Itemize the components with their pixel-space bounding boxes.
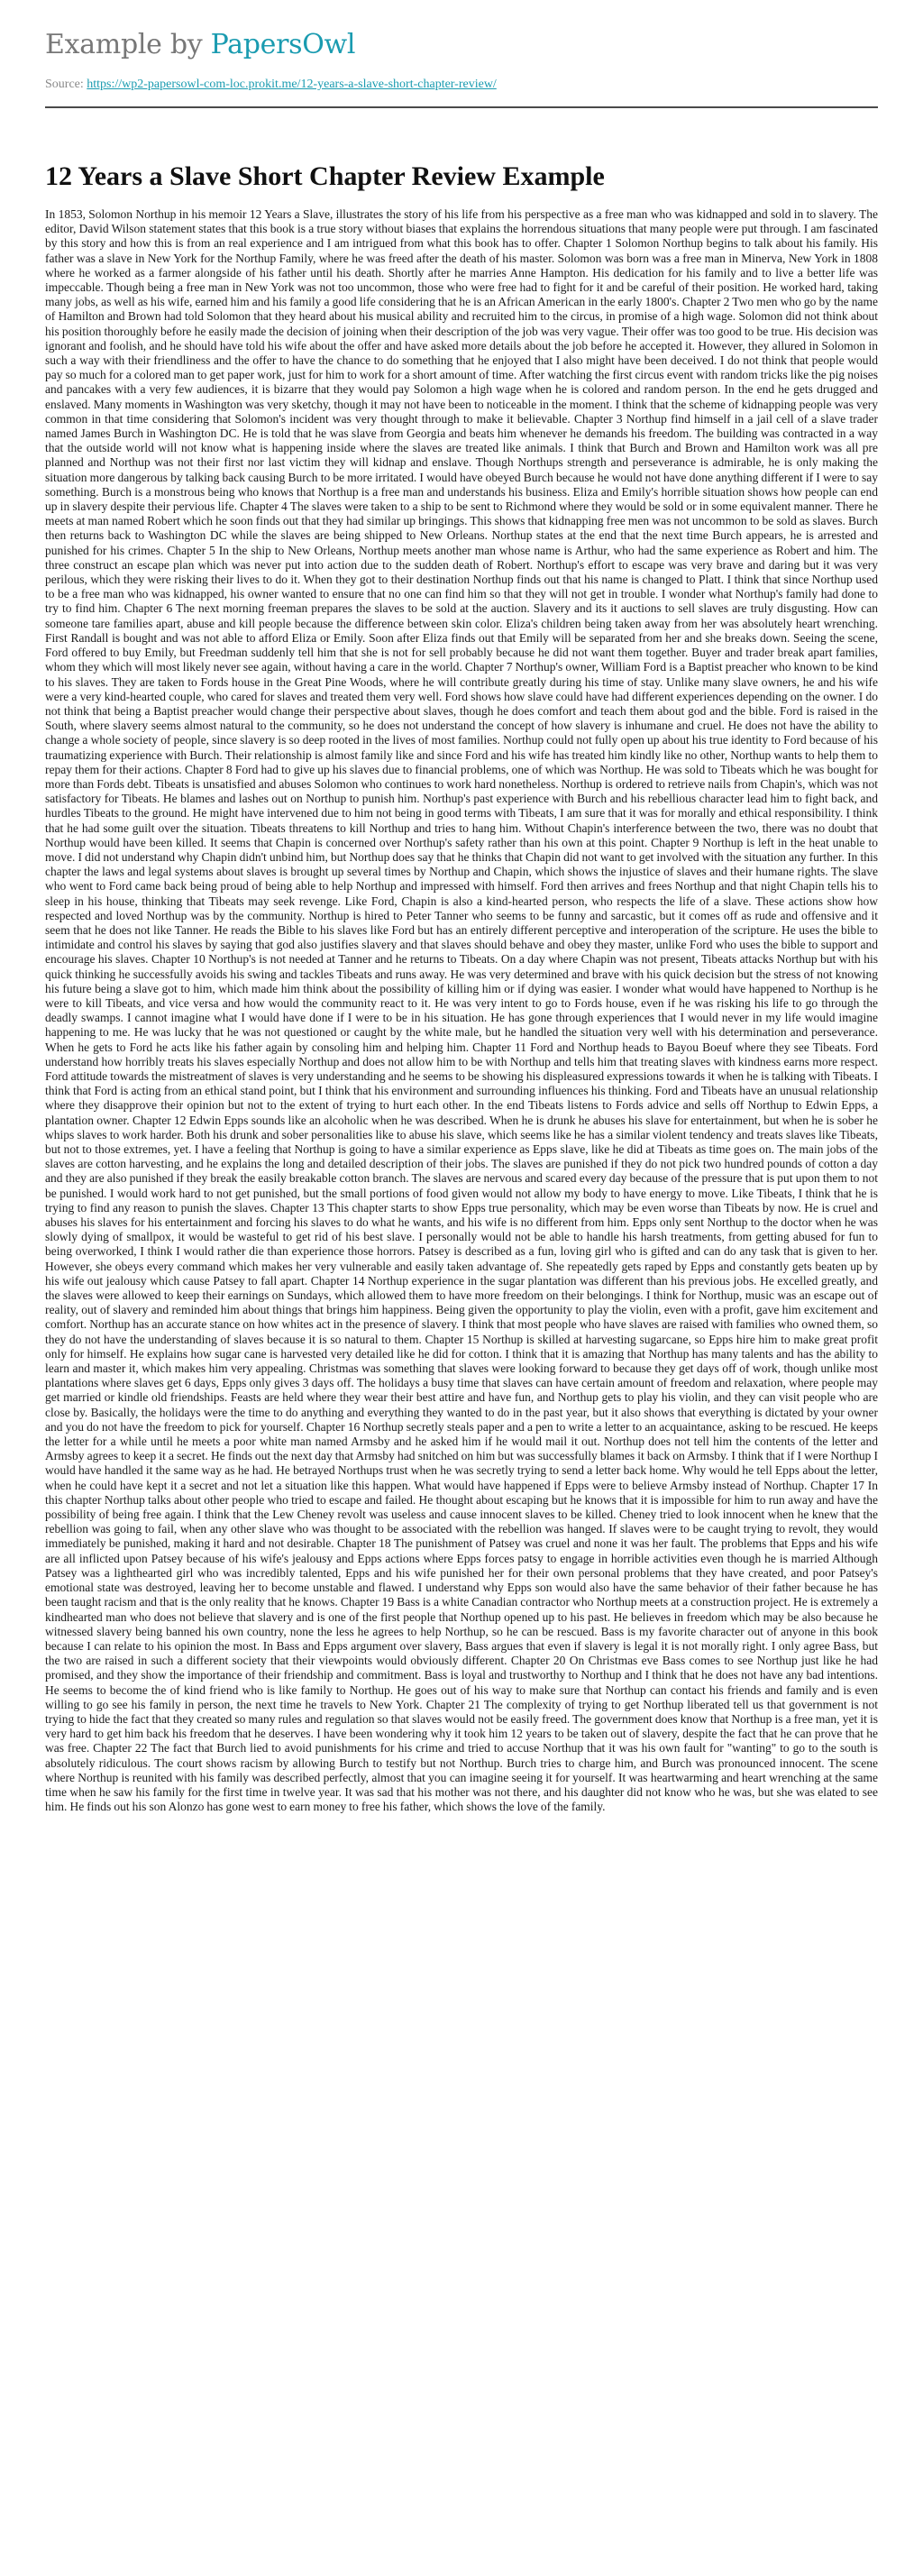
essay-title: 12 Years a Slave Short Chapter Review Example — [45, 161, 605, 191]
source-link[interactable]: https://wp2-papersowl-com-loc.prokit.me/12-years-a-slave-short-chapter-review/ — [87, 78, 497, 91]
brand-heading — [45, 29, 355, 60]
essay-body: In 1853, Solomon Northup in his memoir 12 Years a Slave, illustrates the story of his life from his perspective as a free man who was kidnapped and sold in to slavery. The editor, David Wilson statement states that this book is a true story without biases that explains the horrendous situations that many people were put through. I am fascinated by this story and how this is from an real experience and I am intrigued from what this book has to offer. Chapter 1 Solomon Northup begins to talk about his family. His father was a slave in New York for the Northup Family, where he was freed after the death of his master. Solomon was born was a free man in Minerva, New York in 1808 where he worked as a farmer alongside of his father until his death. Shortly after he marries Anne Hampton. His dedication for his family and to live a better life was impeccable. Though being a free man in New York was not too uncommon, those who were free had to fight for it and be careful of their position. He worked hard, taking many jobs, as well as his wife, earned him and his family a good life considering that he is an African American in the early 1800's. Chapter 2 Two men who go by the name of Hamilton and Brown had told Solomon that they heard about his musical ability and recruited him to the circus, in promise of a high wage. Solomon did not think about his position thoroughly before he easily made the decision of joining when their description of the job was very vague. Their offer was too good to be true. His decision was ignorant and foolish, and he should have told his wife about the offer and have asked more details about the job before he accepted it. However, they allured in Solomon in such a way with their friendliness and the offer to have the chance to do something that he enjoyed that I also might have been deceived. I do not think that people would pay so much for a colored man to get paper work, just for him to work for a short amount of time. After watching the first circus event with random tricks like the pig noises and pancakes with a very few audiences, it is bizarre that they would pay Solomon a high wage when he is colored and random person. In the end he gets drugged and enslaved. Many moments in Washington was very sketchy, though it may not have been to noticeable in the moment. I think that the scheme of kidnapping people was very common in that time considering that Solomon's incident was very thought through to make it believable. Chapter 3 Northup find himself in a jail cell of a slave trader named James Burch in Washington DC. He is told that he was slave from Georgia and beats him whenever he demands his freedom. The building was contracted in a way that the outside world will not know what is happening inside where the slaves are treated like animals. I think that Burch and Brown and Hamilton work was all pre planned and Northup was not their first nor last victim they will kidnap and enslave. Though Northups strength and perseverance is admirable, he is only making the situation more dangerous by talking back causing Burch to be more irritated. I would have obeyed Burch because he would not have done anything different if I were to say something. Burch is a monstrous being who knows that Northup is a free man and understands his business. Eliza and Emily's horrible situation shows how people can end up in slavery despite their pervious life. Chapter 4 The slaves were taken to a ship to be sent to Richmond where they would be sold or in some equivalent manner. There he meets at man named Robert which he soon finds out that they had similar up bringings. This shows that kidnapping free men was not uncommon to be sold as slaves. Burch then returns back to Washington DC while the slaves are being shipped to New Orleans. Northup states at the end that the next time Burch appears, he is arrested and punished for his crimes. Chapter 5 In the ship to New Orleans, Northup meets another man whose name is Arthur, who had the same experience as Robert and him. The three construct an escape plan which was never put into action due to the sudden death of Robert. Northup's effort to escape was very brave and daring but it was very perilous, which they were risking their lives to do it. When they got to their destination Northup finds out that his name is changed to Platt. I think that since Northup used to be a free man who was kidnapped, his owner wanted to ensure that no one can find him so that they will not get in trouble. I wonder what Northup's family had done to try to find him. Chapter 6 The next morning freeman prepares the slaves to be sold at the auction. Slavery and its it auctions to sell slaves are truly disgusting. How can someone tare families apart, abuse and kill people because the difference between skin color. Eliza's children being taken away from her was absolutely heart wrenching. First Randall is bought and was not able to afford Eliza or Emily. Soon after Eliza finds out that Emily will be separated from her and she breaks down. Seeing the scene, Ford offered to buy Emily, but Freedman suddenly tell him that she is not for sell probably because he did not want them together. Buyer and trader break apart families, whom they which will most likely never see again, without having a care in the world. Chapter 7 Northup's owner, William Ford is a Baptist preacher who known to be kind to his slaves. They are taken to Fords house in the Great Pine Woods, where he will contribute greatly during his time of stay. Unlike many slave owners, he and his wife were a very kind-hearted couple, who cared for slaves and treated them very well. Ford shows how slave could have had different experiences depending on the owner. I do not think that being a Baptist preacher would change their perspective about slaves, though he does comfort and teach them about god and the bible. Ford is raised in the South, where slavery seems almost natural to the community, so he does not understand the concept of how slavery is inhumane and cruel. He does not have the ability to change a whole society of people, since slavery is so deep rooted in the lives of most families. Northup could not fully open up about his true identity to Ford because of his traumatizing experience with Burch. Their relationship is almost family like and since Ford and his wife has treated him kindly like no other, Northup wants to help them to repay them for their actions. Chapter 8 Ford had to give up his slaves due to financial problems, one of which was Northup. He was sold to Tibeats which he was bought for more than Fords debt. Tibeats is unsatisfied and abuses Solomon who continues to work hard nonetheless. Northup is ordered to retrieve nails from Chapin's, which was not satisfactory for Tibeats. He blames and lashes out on Northup to punish him. Northup's past experience with Burch and his rebellious character lead him to fight back, and hurdles Tibeats to the ground. He might have intervened due to him not being in good terms with Tibeats, I am sure that it was for morally and ethical responsibility. I think that he had some guilt over the situation. Tibeats threatens to kill Northup and tries to hang him. Without Chapin's interference between the two, there was no doubt that Northup would have been killed. It seems that Chapin is concerned over Northup's safety rather than his own at this point. Chapter 9 Northup is left in the heat unable to move. I did not understand why Chapin didn't unbind him, but Northup does say that he thinks that Chapin did not want to get involved with the situation any further. In this chapter the laws and legal systems about slaves is brought up several times by Northup and Chapin, which shows the injustice of slaves and their humane rights. The slave who went to Ford came back being proud of being able to help Northup and impressed with himself. Ford then arrives and frees Northup and that night Chapin tells his to sleep in his house, thinking that Tibeats may seek revenge. Like Ford, Chapin is also a kind-hearted person, who respects the life of a slave. These actions show how respected and loved Northup was by the community. Northup is hired to Peter Tanner who seems to be funny and sarcastic, but it comes off as rude and offensive and it seem that he does not like Tanner. He reads the Bible to his slaves like Ford but has an entirely different perceptive and interoperation of the scripture. He uses the bible to intimidate and control his slaves by saying that god also justifies slavery and that slaves should behave and obey they master, unlike Ford who uses the bible to support and encourage his slaves. Chapter 10 Northup's is not needed at Tanner and he returns to Tibeats. On a day where Chapin was not present, Tibeats attacks Northup but with his quick thinking he successfully avoids his swing and tackles Tibeats and runs away. He was very determined and brave with his quick decision but the stress of not knowing his future being a slave got to him, which made him think about the possibility of killing him or if dying was easier. I wonder what would have happened to Northup is he were to kill Tibeats, and vice versa and how would the community react to it. He was very intent to go to Fords house, even if he was risking his life to go through the deadly swamps. I cannot imagine what I would have done if I were to be in his situation. He has gone through experiences that I would never in my life would imagine happening to me. He was lucky that he was not questioned or caught by the white male, but he handled the situation very well with his determination and perseverance. When he gets to Ford he acts like his father again by consoling him and helping him. Chapter 11 Ford and Northup heads to Bayou Boeuf where they see Tibeats. Ford understand how horribly treats his slaves especially Northup and does not allow him to be with Northup and tells him that treating slaves with kindness earns more respect. Ford attitude towards the mistreatment of slaves is very understanding and he seems to be showing his displeasured expressions towards it when he is talking with Tibeats. I think that Ford is acting from an ethical stand point, but I think that his environment and surrounding influences his thinking. Ford and Tibeats have an unusual relationship where they disapprove their opinion but not to the extent of trying to hurt each other. In the end Tibeats listens to Fords advice and sells off Northup to Edwin Epps, a plantation owner. Chapter 12 Edwin Epps sounds like an alcoholic when he was described. When he is drunk he abuses his slave for entertainment, but when he is sober he whips slaves to work harder. Both his drunk and sober personalities like to abuse his slave, which seems like he has a similar violent tendency and treats slaves like Tibeats, but not to those extremes, yet. I have a feeling that Northup is going to have a similar experience as Epps slave, like he did at Tibeats as time goes on. The main jobs of the slaves are cotton harvesting, and he explains the long and detailed description of their jobs. The slaves are punished if they do not pick two hundred pounds of cotton a day and they are also punished if they break the easily breakable cotton branch. The slaves are nervous and scared every day because of the pressure that is put upon them to not be punished. I would work hard to not get punished, but the small portions of food given would not allow my body to have energy to move. Like Tibeats, I think that he is trying to find any reason to punish the slaves. Chapter 13 This chapter starts to show Epps true personality, which may be even worse than Tibeats by now. He is cruel and abuses his slaves for his entertainment and forcing his slaves to do what he wants, and his wife is no different from him. Epps only sent Northup to the doctor when he was slowly dying of smallpox, it would be wasteful to get rid of his best slave. I personally would not be able to handle his harsh treatments, from getting abused for fun to being overworked, I think I would rather die than experience those horrors. Patsey is described as a fun, loving girl who is gifted and can do any task that is given to her. However, she obeys every command which makes her very vulnerable and easily taken advantage of. She repeatedly gets raped by Epps and constantly gets beaten up by his wife out jealousy which cause Patsey to fall apart. Chapter 14 Northup experience in the sugar plantation was different than his previous jobs. He excelled greatly, and the slaves were allowed to keep their earnings on Sundays, which allowed them to have more freedom on their belongings. I think for Northup, music was an escape out of reality, out of slavery and reminded him about things that brings him happiness. Being given the opportunity to play the violin, even with a profit, gave him excitement and comfort. Northup has an accurate stance on how whites act in the presence of slavery. I think that most people who have slaves are raised with families who owned them, so they do not have the understanding of slaves because it is so natural to them. Chapter 15 Northup is skilled at harvesting sugarcane, so Epps hire him to make great profit only for himself. He explains how sugar cane is harvested very detailed like he did for cotton. I think that it is amazing that Northup has many talents and has the ability to learn and master it, which makes him very appealing. Christmas was something that slaves were looking forward to because they get days off of work, though unlike most plantations where slaves get 6 days, Epps only gives 3 days off. The holidays a busy time that slaves can have certain amount of freedom and relaxation, where people may get married or kindle old friendships. Feasts are held where they wear their best attire and have fun, and Northup gets to play his violin, and they can visit people who are close by. Basically, the holidays were the time to do anything and everything they wanted to do in the past year, but it also shows that everything is dictated by your owner and you do not have the freedom to pick for yourself. Chapter 16 Northup secretly steals paper and a pen to write a letter to an acquaintance, asking to be rescued. He keeps the letter for a while until he meets a poor white man named Armsby and he asked him if he would mail it out. Northup does not tell him the contents of the letter and Armsby agrees to keep it a secret. He finds out the next day that Armsby had snitched on him but was successfully blames it back on Armsby. I think that if I were Northup I would have handled it the same way as he had. He betrayed Northups trust when he was secretly trying to send a letter back home. Why would he tell Epps about the letter, when he could have kept it a secret and not let a situation like this happen. What would have happened if Epps were to believe Armsby instead of Northup. Chapter 17 In this chapter Northup talks about other people who tried to escape and failed. He thought about escaping but he knows that it is impossible for him to run away and have the possibility of being free again. I think that the Lew Cheney revolt was useless and cause innocent slaves to be killed. Cheney tried to look innocent when he knew that the rebellion was going to fail, when any other slave who was thought to be associated with the rebellion was hanged. If slaves were to be caught trying to revolt, they would immediately be punished, making it hard and not desirable. Chapter 18 The punishment of Patsey was cruel and none it was her fault. The problems that Epps and his wife are all inflicted upon Patsey because of his wife's jealousy and Epps actions where Epps forces patsy to engage in horrible activities even though he is married Although Patsey was a lighthearted girl who was incredibly talented, Epps and his wife punished her for their own personal problems that they have created, and poor Patsey's emotional state was destroyed, leaving her to become unstable and flawed. I understand why Epps son would also have the same behavior of their father because he has been taught racism and that is the only reality that he knows. Chapter 19 Bass is a white Canadian contractor who Northup meets at a construction project. He is extremely a kindhearted man who does not believe that slavery and is one of the first people that Northup opened up to his past. He believes in freedom which may be also because he witnessed slavery being banned his own country, none the less he agrees to help Northup, so he can be rescued. Bass is my favorite character out of anyone in this book because I can relate to his opinion the most. In Bass and Epps argument over slavery, Bass argues that even if slavery is legal it is not morally right. I only agree Bass, but the two are raised in such a different society that their viewpoints would obviously different. Chapter 20 On Christmas eve Bass comes to see Northup just like he had promised, and they show the importance of their friendship and commitment. Bass is loyal and trustworthy to Northup and I think that he does not have any bad intentions. He seems to become the of kind friend who is like family to Northup. He goes out of his way to make sure that Northup can contact his friends and family and is even willing to go see his family in person, the next time he travels to New York. Chapter 21 The complexity of trying to get Northup liberated tell us that government is not trying to hide the fact that they created so many rules and regulation so that slaves would not be easily freed. The government does know that Northup is a free man, yet it is very hard to get him back his freedom that he deserves. I have been wondering why it took him 12 years to be taken out of slavery, despite the fact that he can prove that he was free. Chapter 22 The fact that Burch lied to avoid punishments for his crime and tried to accuse Northup that it was his own fault for "wanting" to go to the south is absolutely ridiculous. The court shows racism by allowing Burch to testify but not Northup. Burch tries to charge him, and Burch was pronounced innocent. The scene where Northup is reunited with his family was described perfectly, almost that you can imagine seeing it for yourself. It was heartwarming and heart wrenching at the same time when he saw his family for the first time in twelve year. It was sad that his mother was not there, and his daughter did not know who he was, but she was elated to see him. He finds out his son Alonzo has gone west to earn money to free his father, which shows the love of the family. — [45, 207, 878, 1814]
source-label: Source: — [45, 78, 87, 91]
page-header — [45, 0, 878, 108]
header-divider — [45, 106, 878, 108]
brand-link[interactable]: PapersOwl — [210, 29, 356, 60]
source-line — [45, 78, 497, 92]
brand-prefix: Example by — [45, 29, 211, 60]
